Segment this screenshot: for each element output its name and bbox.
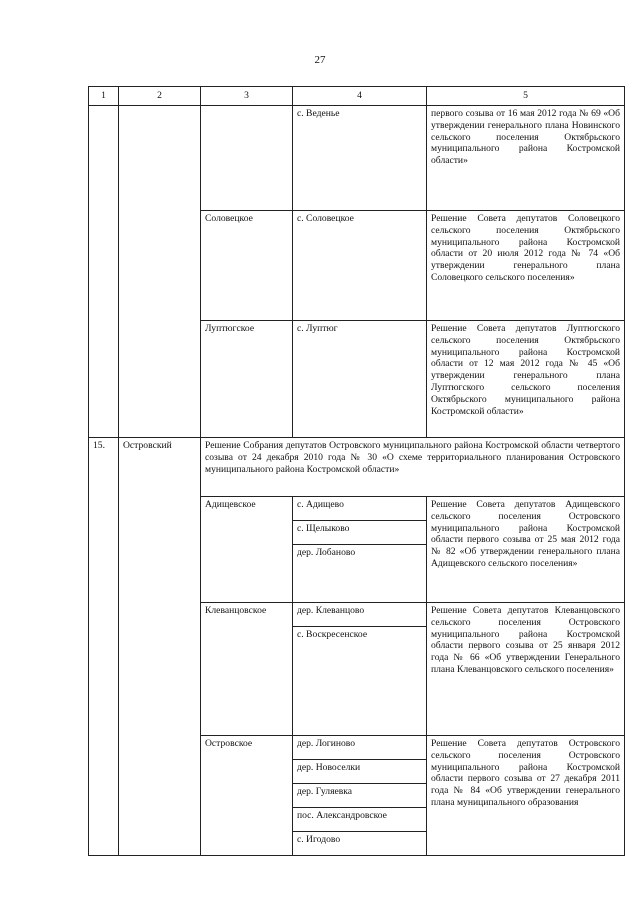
header-col-5: 5 — [427, 87, 625, 106]
settlement-cell: с. Воскресенское — [293, 627, 427, 736]
district-cell-empty — [119, 106, 201, 438]
header-col-3: 3 — [201, 87, 293, 106]
settlement-cell: с. Игодово — [293, 832, 427, 856]
number-cell-empty — [89, 106, 119, 438]
settlement-cell: дер. Клеванцово — [293, 603, 427, 627]
settlement-cell: с. Щелыково — [293, 521, 427, 545]
settlement-cell: дер. Логиново — [293, 736, 427, 760]
municipality-cell: Клеванцовское — [201, 603, 293, 736]
header-col-4: 4 — [293, 87, 427, 106]
table-row — [89, 438, 625, 497]
settlement-cell: пос. Александровское — [293, 808, 427, 832]
settlement-cell: с. Веденье — [293, 106, 427, 211]
table-row — [89, 106, 625, 211]
district-decision-cell: Решение Собрания депутатов Островского муниципального района Костромской области четвертого созыва от 24 декабря 2010 года № 30 «О схеме территориального планирования Островского муниципального района Костромской области» — [201, 438, 625, 497]
municipality-cell: Адищевское — [201, 497, 293, 603]
territorial-planning-table — [88, 86, 625, 856]
decision-cell: Решение Совета депутатов Адищевского сельского поселения Островского муниципального района Костромской области первого созыва от 25 мая 2012 года № 82 «Об утверждении генерального плана Адищевского сельского поселения» — [427, 497, 625, 603]
municipality-cell: Соловецкое — [201, 211, 293, 321]
municipality-cell: Островское — [201, 736, 293, 856]
decision-cell: Решение Совета депутатов Островского сельского поселения Островского муниципального района Костромской области первого созыва от 27 декабря 2011 года № 84 «Об утверждении генерального плана муниципального образования — [427, 736, 625, 856]
header-col-1: 1 — [89, 87, 119, 106]
settlement-cell: дер. Лобаново — [293, 545, 427, 603]
settlement-cell: с. Луптюг — [293, 321, 427, 438]
decision-cell: Решение Совета депутатов Луптюгского сельского поселения Октябрьского муниципального района Костромской области от 12 мая 2012 года № 45 «Об утверждении генерального плана Луптюгского сельского поселения Октябрьского муниципального района Костромской области» — [427, 321, 625, 438]
municipality-cell: Луптюгское — [201, 321, 293, 438]
decision-cell: первого созыва от 16 мая 2012 года № 69 «Об утверждении генерального плана Новинского сельского поселения Октябрьского муниципального района Костромской области» — [427, 106, 625, 211]
settlement-cell: дер. Гуляевка — [293, 784, 427, 808]
table-header-row — [89, 87, 625, 106]
settlement-cell: с. Соловецкое — [293, 211, 427, 321]
district-cell: Островский — [119, 438, 201, 856]
settlement-cell: дер. Новоселки — [293, 760, 427, 784]
settlement-cell: с. Адищево — [293, 497, 427, 521]
decision-cell: Решение Совета депутатов Соловецкого сельского поселения Октябрьского муниципального района Костромской области от 20 июля 2012 года № 74 «Об утверждении генерального плана Соловецкого сельского поселения» — [427, 211, 625, 321]
page-number: 27 — [314, 54, 326, 66]
decision-cell: Решение Совета депутатов Клеванцовского сельского поселения Островского муниципального района Костромской области первого созыва от 25 января 2012 года № 66 «Об утверждении Генерального плана Клеванцовского сельского поселения» — [427, 603, 625, 736]
municipality-cell-empty — [201, 106, 293, 211]
header-col-2: 2 — [119, 87, 201, 106]
number-cell: 15. — [89, 438, 119, 856]
